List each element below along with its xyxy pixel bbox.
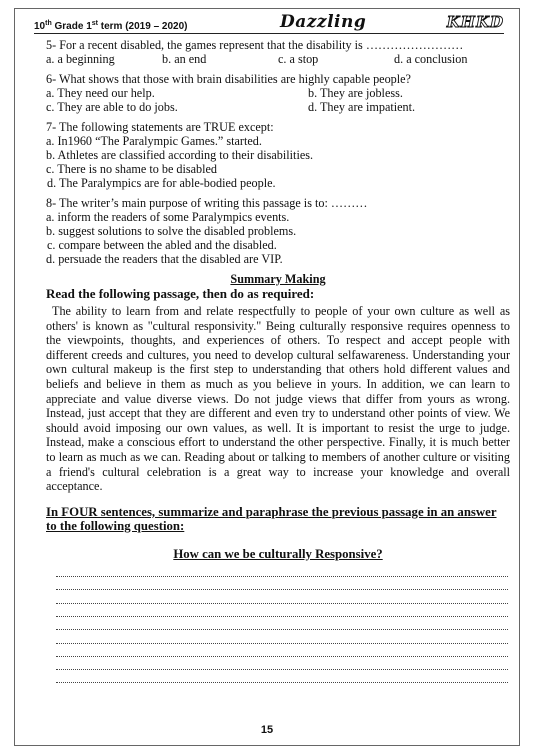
option-c[interactable]: c. compare between the abled and the disabled.	[47, 238, 277, 252]
answer-line[interactable]	[56, 604, 508, 617]
answer-line[interactable]	[56, 564, 508, 577]
question-stem: 8- The writer’s main purpose of writing this passage is to: ………	[46, 196, 368, 210]
brand-initials-logo: KHKD	[446, 13, 504, 31]
question-5	[46, 38, 510, 66]
answer-line[interactable]	[56, 644, 508, 657]
option-d[interactable]: d. persuade the readers that the disabled are VIP.	[46, 252, 283, 266]
grade-text: Grade 1	[51, 21, 92, 32]
option-c[interactable]: c. There is no shame to be disabled	[46, 162, 218, 176]
section-title: Summary Making	[230, 272, 326, 286]
options-row	[46, 100, 510, 114]
grade-term-label	[34, 20, 188, 32]
worksheet-content	[46, 38, 510, 683]
page-number: 15	[260, 724, 274, 736]
brand-logo: Dazzling	[280, 12, 367, 32]
question-8	[46, 196, 510, 266]
option-b[interactable]: b. Athletes are classified according to their disabilities.	[46, 148, 314, 162]
answer-line[interactable]	[56, 670, 508, 683]
grade-suffix: th	[45, 20, 52, 27]
option-a[interactable]: a. In1960 “The Paralympic Games.” started.	[46, 134, 262, 148]
section-instruction: Read the following passage, then do as required:	[46, 286, 315, 301]
option-c[interactable]: c. They are able to do jobs.	[46, 100, 178, 114]
options-row	[46, 86, 510, 100]
option-b[interactable]: b. suggest solutions to solve the disabled problems.	[46, 224, 297, 238]
option-a[interactable]: a. inform the readers of some Paralympics events.	[46, 210, 290, 224]
grade-number: 10	[34, 21, 46, 32]
option-a[interactable]: a. They need our help.	[46, 86, 155, 100]
answer-line[interactable]	[56, 577, 508, 590]
answer-area[interactable]	[46, 564, 510, 684]
question-stem: 5- For a recent disabled, the games represent that the disability is ……………………	[46, 38, 464, 52]
option-b[interactable]: b. They are jobless.	[308, 86, 403, 100]
option-c[interactable]: c. a stop	[278, 52, 319, 66]
question-6	[46, 72, 510, 114]
question-7	[46, 120, 510, 190]
summary-question: How can we be culturally Responsive?	[173, 546, 383, 561]
reading-passage: The ability to learn from and relate respectfully to people of your own culture as well as others' is known as "cultural responsivity." Being culturally responsive requires openness to the viewpoints, thoughts, and experiences of others. To respect and accept people with different creeds and cultures, you need to develop cultural selfawareness. Understanding your own cultural makeup is the first step to understanding that others hold different values and beliefs and believe in them as much as you believe in yours. In addition, we can learn to appreciate and value diverse views. Do not judge views that differ from yours as wrong. Instead, just accept that they are different and even try to understand other points of view. We should avoid imposing our own values, as well. It is important to resist the urge to judge. Instead, make a conscious effort to understand the other perspective. Finally, it is much better to learn as much as we can. Reading about or talking to members of another culture or visiting a friend's cultural celebration is a great way to increase your knowledge and overall acceptance.	[46, 304, 510, 494]
term-text: term (2019 – 2020)	[98, 21, 188, 32]
header-divider	[34, 33, 504, 34]
question-stem: 7- The following statements are TRUE except:	[46, 120, 274, 134]
answer-line[interactable]	[56, 590, 508, 603]
answer-line[interactable]	[56, 630, 508, 643]
option-a[interactable]: a. a beginning	[46, 52, 115, 66]
answer-line[interactable]	[56, 657, 508, 670]
option-d[interactable]: d. They are impatient.	[308, 100, 416, 114]
option-d[interactable]: d. The Paralympics are for able-bodied people.	[47, 176, 276, 190]
summary-task: In FOUR sentences, summarize and paraphrase the previous passage in an answer to the following question:	[46, 504, 497, 533]
question-stem: 6- What shows that those with brain disabilities are highly capable people?	[46, 72, 411, 86]
answer-line[interactable]	[56, 617, 508, 630]
page-header	[34, 10, 504, 34]
option-b[interactable]: b. an end	[162, 52, 207, 66]
term-suffix: st	[91, 20, 98, 27]
option-d[interactable]: d. a conclusion	[394, 52, 468, 66]
options-row	[46, 52, 510, 66]
